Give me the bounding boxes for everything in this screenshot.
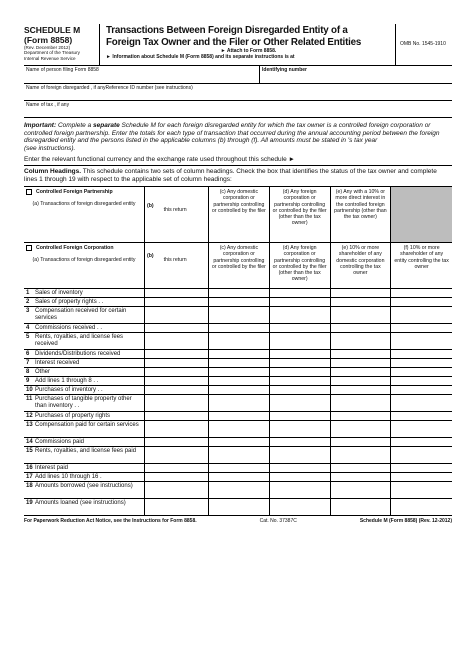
amount-cell-d[interactable]: [270, 447, 331, 463]
amount-cell-d[interactable]: [270, 307, 331, 323]
amount-cell-f[interactable]: [391, 307, 452, 323]
table-row: [24, 350, 452, 359]
set2-col-b: [145, 243, 209, 288]
amount-cell-c[interactable]: [209, 377, 270, 385]
amount-cell-e[interactable]: [331, 447, 392, 463]
table-row: [24, 482, 452, 499]
line-label: [24, 447, 145, 463]
amount-cell-f[interactable]: [391, 421, 452, 437]
amount-cell-e[interactable]: [331, 359, 392, 367]
amount-cell-e[interactable]: [331, 368, 392, 376]
amount-cell-c[interactable]: [209, 350, 270, 358]
amount-cell-c[interactable]: [209, 386, 270, 394]
amount-cell-e[interactable]: [331, 395, 392, 411]
line-number: 3: [26, 308, 30, 315]
amount-cell-f[interactable]: [391, 377, 452, 385]
table-row: [24, 395, 452, 412]
amount-cell-f[interactable]: [391, 333, 452, 349]
amount-cell-f[interactable]: [391, 368, 452, 376]
form-title-line1: Transactions Between Foreign Disregarded Entity of a: [106, 25, 348, 36]
line-number: 4: [26, 325, 30, 332]
amount-cell-c[interactable]: [209, 289, 270, 297]
line-label: [24, 412, 145, 420]
line-text: Interest paid: [35, 465, 69, 472]
schedule-grid: [24, 187, 452, 516]
important-lead: Important:: [24, 122, 57, 129]
line-number: 10: [26, 387, 33, 394]
line-label: [24, 395, 145, 411]
amount-cell-b[interactable]: [145, 368, 209, 376]
amount-cell-b[interactable]: [145, 447, 209, 463]
form-header: [24, 24, 452, 66]
amount-cell-f[interactable]: [391, 324, 452, 332]
amount-cell-e[interactable]: [331, 307, 392, 323]
amount-cell-e[interactable]: [331, 499, 392, 515]
amount-cell-d[interactable]: [270, 395, 331, 411]
line-text: Commissions received . .: [35, 325, 103, 332]
amount-cell-c[interactable]: [209, 447, 270, 463]
fde-row[interactable]: [24, 84, 452, 101]
amount-cell-d[interactable]: [270, 333, 331, 349]
form-title-line2: Foreign Tax Owner and the Filer or Other Related Entities: [106, 36, 362, 48]
set1-col-c: (c) Any domestic corporation or partnership controlling or controlled by the filer: [209, 187, 270, 242]
table-row: [24, 377, 452, 386]
line-number: 5: [26, 334, 30, 341]
line-text: Purchases of property rights: [35, 413, 111, 420]
line-label: [24, 464, 145, 472]
amount-cell-e[interactable]: [331, 464, 392, 472]
important-text3: (see instructions).: [24, 144, 76, 152]
line-number: 13: [26, 422, 33, 429]
line-number: 7: [26, 360, 30, 367]
line-label: [24, 421, 145, 437]
amount-cell-e[interactable]: [331, 350, 392, 358]
line-label: [24, 386, 145, 394]
line-number: 11: [26, 396, 33, 403]
line-number: 9: [26, 378, 30, 385]
filer-row: [24, 66, 452, 84]
revision-date: (Rev. December 2012): [24, 45, 71, 50]
table-row: [24, 386, 452, 395]
amount-cell-d[interactable]: [270, 298, 331, 306]
line-text: Compensation received for certain services: [35, 308, 127, 322]
filer-name-label: Name of person filing Form 8858: [26, 67, 99, 73]
line-number: 18: [26, 483, 33, 490]
line-text: Other: [35, 369, 51, 376]
amount-cell-b[interactable]: [145, 395, 209, 411]
amount-cell-c[interactable]: [209, 412, 270, 420]
table-row: [24, 298, 452, 307]
line-text: Dividends/Distributions received: [35, 351, 121, 358]
amount-cell-e[interactable]: [331, 324, 392, 332]
amount-cell-e[interactable]: [331, 377, 392, 385]
column-headings-text: [24, 168, 452, 187]
amount-cell-f[interactable]: [391, 412, 452, 420]
form-footer-id: Schedule M (Form 8858) (Rev. 12-2012): [359, 518, 452, 525]
amount-cell-f[interactable]: [391, 298, 452, 306]
amount-cell-f[interactable]: [391, 359, 452, 367]
amount-cell-b[interactable]: [145, 499, 209, 515]
amount-cell-c[interactable]: [209, 482, 270, 498]
corporation-label: Controlled Foreign Corporation: [36, 245, 114, 252]
set2-b-letter: (b): [147, 253, 154, 260]
line-number: 15: [26, 448, 33, 455]
schedule-label: SCHEDULE M: [24, 25, 81, 35]
table-row: [24, 307, 452, 324]
line-label: [24, 350, 145, 358]
line-label: [24, 324, 145, 332]
column-headings-body: This schedule contains two sets of column headings. Check the box that identifies the status of the tax owner and complete lines 1 through 19 with respect to the applicable set of column headings:: [24, 167, 437, 183]
line-label: [24, 289, 145, 297]
amount-cell-c[interactable]: [209, 298, 270, 306]
line-label: [24, 377, 145, 385]
amount-cell-d[interactable]: [270, 289, 331, 297]
table-row: [24, 421, 452, 438]
line-number: 17: [26, 474, 33, 481]
amount-cell-f[interactable]: [391, 289, 452, 297]
amount-cell-c[interactable]: [209, 368, 270, 376]
amount-cell-b[interactable]: [145, 289, 209, 297]
line-text: Add lines 10 through 16 .: [35, 474, 102, 481]
set1-col-b: [145, 187, 209, 242]
department: Department of the Treasury: [24, 50, 80, 56]
table-row: [24, 368, 452, 377]
form-page: [24, 24, 452, 524]
amount-cell-f[interactable]: [391, 395, 452, 411]
amount-cell-b[interactable]: [145, 386, 209, 394]
set1-col-d: (d) Any foreign corporation or partnership controlling or controlled by the filer (other than the tax owner): [270, 187, 331, 242]
line-text: Rents, royalties, and license fees received: [35, 334, 124, 348]
line-label: [24, 298, 145, 306]
tax-owner-row[interactable]: [24, 101, 452, 118]
column-headings-lead: Column Headings.: [24, 167, 82, 175]
attach-note: ► Attach to Form 8858.: [220, 48, 277, 54]
amount-cell-e[interactable]: [331, 289, 392, 297]
amount-cell-b[interactable]: [145, 307, 209, 323]
amount-cell-c[interactable]: [209, 421, 270, 437]
amount-cell-f[interactable]: [391, 499, 452, 515]
amount-cell-b[interactable]: [145, 359, 209, 367]
amount-cell-d[interactable]: [270, 482, 331, 498]
line-text: Purchases of tangible property other than inventory . .: [35, 396, 132, 410]
line-text: Interest received: [35, 360, 80, 367]
line-text: Compensation paid for certain services: [35, 422, 139, 429]
line-number: 16: [26, 465, 33, 472]
amount-cell-e[interactable]: [331, 473, 392, 481]
line-text: Commissions paid: [35, 439, 85, 446]
line-text: Amounts borrowed (see instructions): [35, 483, 133, 490]
amount-cell-b[interactable]: [145, 412, 209, 420]
amount-cell-c[interactable]: [209, 438, 270, 446]
amount-cell-f[interactable]: [391, 438, 452, 446]
table-row: [24, 289, 452, 298]
amount-cell-b[interactable]: [145, 333, 209, 349]
amount-cell-d[interactable]: [270, 438, 331, 446]
important-text2: Schedule M for each foreign disregarded entity for which the tax owner is a controlled foreign corporation or controlled foreign partnership. Enter the totals for each type of transaction that occurred during the annual accounting period between the foreign disregarded entity and the persons listed in the applicable columns (b) through (f). All amounts must be stated in 's tax year: [24, 122, 440, 145]
amount-cell-e[interactable]: [331, 482, 392, 498]
line-number: 14: [26, 439, 33, 446]
catalog-number: Cat. No. 37387C: [259, 518, 297, 525]
line-label: [24, 438, 145, 446]
table-row: [24, 473, 452, 482]
amount-cell-c[interactable]: [209, 333, 270, 349]
amount-cell-d[interactable]: [270, 473, 331, 481]
amount-cell-f[interactable]: [391, 473, 452, 481]
amount-cell-d[interactable]: [270, 350, 331, 358]
amount-cell-d[interactable]: [270, 412, 331, 420]
filer-name-field[interactable]: [24, 66, 260, 83]
amount-cell-d[interactable]: [270, 377, 331, 385]
partnership-label: Controlled Foreign Partnership: [36, 189, 113, 196]
tax-owner-label: Name of tax , if any: [26, 102, 70, 108]
heading-set-corporation: [24, 243, 452, 289]
table-row: [24, 324, 452, 333]
amount-cell-b[interactable]: [145, 482, 209, 498]
amount-cell-e[interactable]: [331, 421, 392, 437]
amount-cell-e[interactable]: [331, 412, 392, 420]
amount-cell-b[interactable]: [145, 324, 209, 332]
set2-col-f: (f) 10% or more shareholder of any entity controlling the tax owner: [394, 245, 449, 270]
line-text: Amounts loaned (see instructions): [35, 500, 126, 507]
amount-cell-d[interactable]: [270, 421, 331, 437]
amount-cell-e[interactable]: [331, 438, 392, 446]
line-label: [24, 368, 145, 376]
amount-cell-e[interactable]: [331, 333, 392, 349]
line-number: 6: [26, 351, 30, 358]
amount-cell-c[interactable]: [209, 307, 270, 323]
important-text1: Complete a: [56, 122, 93, 129]
amount-cell-d[interactable]: [270, 464, 331, 472]
line-text: Sales of inventory: [35, 290, 83, 297]
info-note: ► Information about Schedule M (Form 8858) and its separate instructions is at: [106, 54, 295, 60]
line-number: 12: [26, 413, 33, 420]
line-number: 2: [26, 299, 30, 306]
set1-a-text: (a) Transactions of foreign disregarded entity: [32, 201, 136, 208]
line-label: [24, 482, 145, 498]
amount-cell-c[interactable]: [209, 464, 270, 472]
line-label: [24, 473, 145, 481]
amount-cell-f[interactable]: [391, 386, 452, 394]
amount-cell-b[interactable]: [145, 421, 209, 437]
currency-line[interactable]: Enter the relevant functional currency and the exchange rate used throughout this schedule ►: [24, 156, 452, 166]
line-number: 8: [26, 369, 30, 376]
line-number: 1: [26, 290, 30, 297]
amount-cell-b[interactable]: [145, 473, 209, 481]
set1-col-a: [24, 187, 145, 242]
table-row: [24, 499, 452, 516]
amount-cell-b[interactable]: [145, 377, 209, 385]
set2-col-d: (d) Any foreign corporation or partnership controlling or controlled by the filer (other than the tax owner): [270, 243, 331, 288]
amount-cell-c[interactable]: [209, 324, 270, 332]
set1-b-letter: (b): [147, 203, 154, 210]
amount-cell-f[interactable]: [391, 464, 452, 472]
line-text: Rents, royalties, and license fees paid: [35, 448, 137, 455]
omb-number: OMB No. 1545-1910: [400, 41, 446, 47]
form-footer: [24, 518, 452, 524]
amount-cell-f[interactable]: [391, 447, 452, 463]
amount-cell-c[interactable]: [209, 395, 270, 411]
important-notice: [24, 122, 452, 152]
heading-set-partnership: [24, 187, 452, 243]
line-text: Purchases of inventory . .: [35, 387, 103, 394]
amount-cell-d[interactable]: [270, 324, 331, 332]
amount-cell-b[interactable]: [145, 464, 209, 472]
amount-cell-e[interactable]: [331, 386, 392, 394]
line-label: [24, 333, 145, 349]
amount-cell-d[interactable]: [270, 386, 331, 394]
amount-cell-b[interactable]: [145, 350, 209, 358]
amount-cell-d[interactable]: [270, 359, 331, 367]
corporation-checkbox[interactable]: [26, 245, 32, 251]
agency: Internal Revenue Service: [24, 55, 76, 61]
table-row: [24, 447, 452, 464]
partnership-checkbox[interactable]: [26, 189, 32, 195]
line-text: Add lines 1 through 8 . .: [35, 378, 99, 385]
table-row: [24, 359, 452, 368]
identifying-number-field[interactable]: [260, 66, 452, 83]
amount-cell-e[interactable]: [331, 298, 392, 306]
line-number: 19: [26, 500, 33, 507]
amount-cell-c[interactable]: [209, 473, 270, 481]
set2-b-text: this return: [163, 257, 187, 264]
line-label: [24, 359, 145, 367]
line-items: [24, 289, 452, 516]
line-label: [24, 499, 145, 515]
fde-name-label: Name of foreign disregarded , if anyReference ID number (see instructions): [26, 85, 193, 91]
form-id-block: [24, 24, 100, 65]
amount-cell-f[interactable]: [391, 482, 452, 498]
set2-col-e: (e) 10% or more shareholder of any domestic corporation controlling the tax owner: [331, 243, 392, 288]
set1-col-e: (e) Any with a 10% or more direct interest in the controlled foreign partnership (other than the tax owner): [331, 187, 392, 242]
important-separate: separate: [93, 122, 120, 129]
amount-cell-c[interactable]: [209, 499, 270, 515]
amount-cell-b[interactable]: [145, 298, 209, 306]
form-title-block: [100, 24, 396, 65]
line-text: Sales of property rights . .: [35, 299, 104, 306]
identifying-number-label: Identifying number: [262, 67, 307, 73]
table-row: [24, 333, 452, 350]
amount-cell-c[interactable]: [209, 359, 270, 367]
amount-cell-b[interactable]: [145, 438, 209, 446]
set2-col-c: (c) Any domestic corporation or partnership controlling or controlled by the filer: [209, 243, 270, 288]
set1-col-f-shaded: [391, 187, 452, 242]
set1-b-text: this return: [163, 207, 187, 214]
set2-col-a: [24, 243, 145, 288]
table-row: [24, 438, 452, 447]
amount-cell-d[interactable]: [270, 499, 331, 515]
set2-a-text: (a) Transactions of foreign disregarded entity: [32, 257, 136, 264]
line-label: [24, 307, 145, 323]
paperwork-notice: For Paperwork Reduction Act Notice, see the Instructions for Form 8858.: [24, 518, 197, 525]
amount-cell-d[interactable]: [270, 368, 331, 376]
table-row: [24, 464, 452, 473]
amount-cell-f[interactable]: [391, 350, 452, 358]
table-row: [24, 412, 452, 421]
form-number: (Form 8858): [24, 35, 73, 45]
